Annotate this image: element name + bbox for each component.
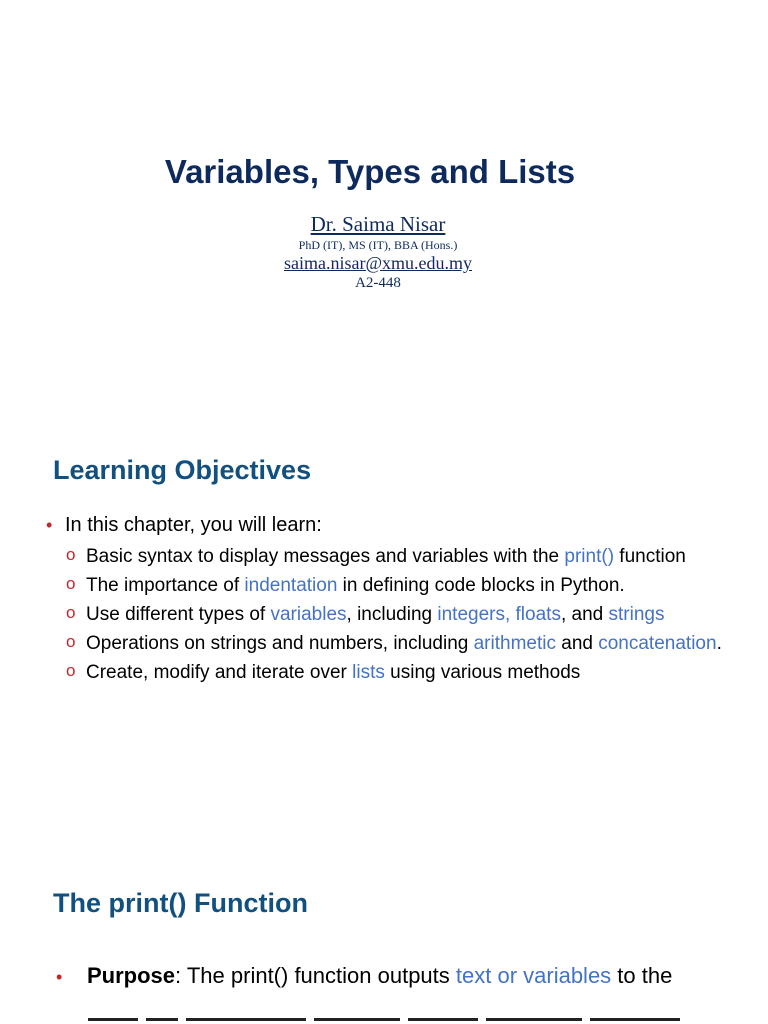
objectives-heading: Learning Objectives: [53, 455, 312, 485]
slide-title: Variables, Types and Lists: [164, 153, 576, 190]
highlight-text: variables: [270, 604, 347, 625]
author-email-link[interactable]: saima.nisar@xmu.edu.my: [283, 253, 473, 273]
author-name[interactable]: Dr. Saima Nisar: [310, 212, 446, 236]
highlight-text: concatenation: [598, 633, 717, 654]
item-text: function: [614, 546, 686, 567]
highlight-text: print(): [564, 546, 615, 567]
purpose-label: Purpose: [87, 963, 176, 988]
circle-bullet-icon: o: [66, 545, 76, 564]
objectives-intro: [46, 512, 322, 538]
item-text: Create, modify and iterate over: [86, 662, 353, 683]
list-item: [64, 631, 744, 656]
item-text: , and: [560, 604, 609, 625]
purpose-line: [56, 962, 756, 991]
highlight-text: indentation: [244, 575, 338, 596]
item-text: Operations on strings and numbers, including: [86, 633, 474, 654]
author-block: [0, 210, 756, 293]
intro-text: In this chapter, you will learn:: [65, 514, 322, 536]
list-item: [64, 660, 744, 685]
author-degrees: PhD (IT), MS (IT), BBA (Hons.): [298, 238, 458, 252]
purpose-text: to the: [611, 963, 673, 988]
author-room: A2-448: [355, 275, 401, 291]
list-item: [64, 573, 744, 598]
highlight-text: text or variables: [455, 963, 612, 988]
objectives-list: [64, 544, 744, 689]
title-slide: [0, 0, 768, 400]
highlight-text: arithmetic: [473, 633, 556, 654]
list-item: [64, 544, 744, 569]
highlight-text: strings: [608, 604, 665, 625]
highlight-text: integers, floats: [437, 604, 561, 625]
item-text: and: [555, 633, 599, 654]
print-heading: The print() Function: [53, 888, 308, 918]
item-text: The importance of: [86, 575, 245, 596]
item-text: using various methods: [384, 662, 581, 683]
list-item: [64, 602, 744, 627]
item-text: .: [716, 633, 722, 654]
item-text: Basic syntax to display messages and variables with the: [86, 546, 565, 567]
bullet-icon: •: [46, 515, 53, 535]
item-text: Use different types of: [86, 604, 271, 625]
circle-bullet-icon: o: [66, 574, 76, 593]
item-text: , including: [346, 604, 438, 625]
purpose-text: : The print() function outputs: [175, 963, 456, 988]
item-text: in defining code blocks in Python.: [337, 575, 625, 596]
circle-bullet-icon: o: [66, 603, 76, 622]
clipped-text-line: [88, 1012, 768, 1024]
circle-bullet-icon: o: [66, 661, 76, 680]
circle-bullet-icon: o: [66, 632, 76, 651]
highlight-text: lists: [352, 662, 385, 683]
bullet-icon: •: [56, 967, 63, 987]
